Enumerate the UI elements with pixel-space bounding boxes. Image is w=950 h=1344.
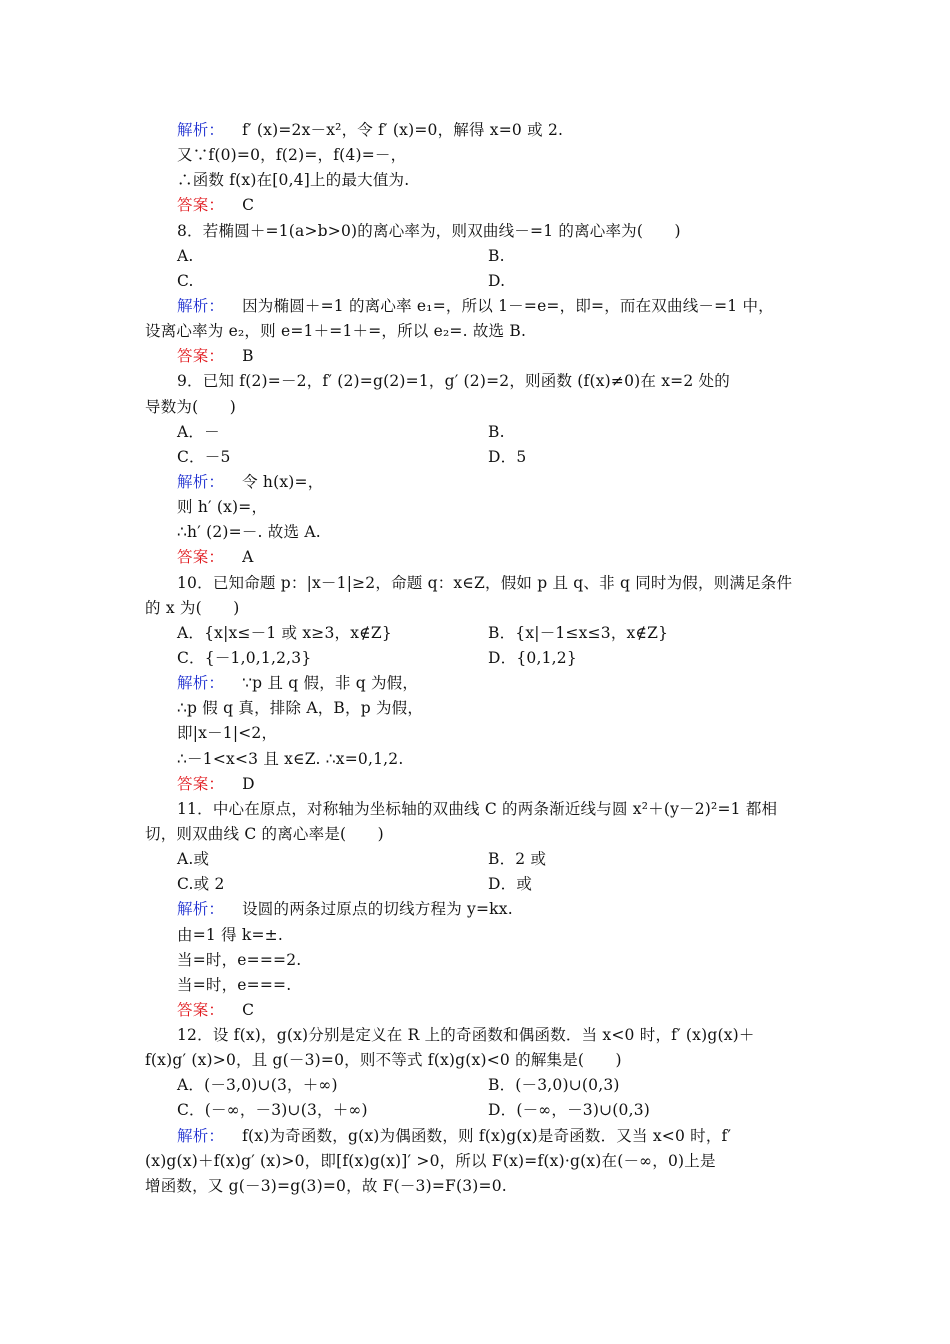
option-left: C．(－∞，－3)∪(3，＋∞): [177, 1101, 368, 1120]
text-line: [0, 319, 950, 344]
option-left: A．(－3,0)∪(3，＋∞): [177, 1076, 338, 1095]
text-line: [0, 897, 950, 922]
answer-label: 答案：: [177, 1000, 225, 1019]
text-line: [0, 219, 950, 244]
option-right: B.: [488, 246, 505, 265]
text-line: [0, 1048, 950, 1073]
document-page: [0, 118, 950, 1199]
answer-label: 答案：: [177, 548, 225, 567]
text-line: [0, 596, 950, 621]
line-text: 设圆的两条过原点的切线方程为 y=kx.: [242, 900, 513, 919]
text-line: [0, 118, 950, 143]
line-text: 设离心率为 e₂，则 e=1＋=1＋=，所以 e₂=. 故选 B.: [145, 322, 527, 341]
text-line: [0, 294, 950, 319]
option-left: A.或: [177, 850, 210, 869]
text-line: [0, 923, 950, 948]
line-text: 又∵f(0)=0，f(2)=，f(4)=－，: [177, 146, 407, 165]
answer-label: 答案：: [177, 347, 225, 366]
option-left: A.: [177, 246, 194, 265]
analysis-label: 解析：: [177, 121, 225, 139]
line-text: (x)g(x)＋f(x)g′ (x)>0，即[f(x)g(x)]′ >0，所以 F(x)=f(x)·g(x)在(－∞，0)上是: [145, 1151, 716, 1170]
text-line: [0, 571, 950, 596]
answer-value: B: [242, 347, 254, 366]
line-text: ∴h′ (2)=－. 故选 A.: [177, 523, 321, 542]
option-right: D．(－∞，－3)∪(0,3): [488, 1101, 651, 1120]
options-row: [0, 847, 950, 872]
text-line: [0, 797, 950, 822]
text-line: [0, 395, 950, 420]
text-line: [0, 168, 950, 193]
options-row: [0, 269, 950, 294]
text-line: [0, 344, 950, 369]
line-text: 的 x 为( ): [145, 598, 240, 617]
option-right: B.: [488, 422, 505, 441]
text-line: [0, 193, 950, 218]
answer-label: 答案：: [177, 196, 225, 215]
text-line: [0, 369, 950, 394]
line-text: 12．设 f(x)，g(x)分别是定义在 R 上的奇函数和偶函数．当 x<0 时，f′ (x)g(x)＋: [177, 1026, 755, 1045]
text-line: [0, 671, 950, 696]
line-text: 切，则双曲线 C 的离心率是( ): [145, 824, 384, 843]
line-text: 由=1 得 k=±.: [177, 925, 283, 944]
line-text: 增函数，又 g(－3)=g(3)=0，故 F(－3)=F(3)=0.: [145, 1176, 507, 1195]
line-text: 即|x－1|<2，: [177, 724, 278, 743]
line-text: ∵p 且 q 假，非 q 为假，: [242, 674, 419, 693]
text-line: [0, 1149, 950, 1174]
option-left: A．－: [177, 422, 220, 441]
option-right: D.: [488, 271, 506, 290]
text-line: [0, 495, 950, 520]
option-left: C．{－1,0,1,2,3}: [177, 648, 312, 667]
options-row: [0, 1073, 950, 1098]
text-line: [0, 470, 950, 495]
line-text: ∴p 假 q 真，排除 A，B，p 为假，: [177, 699, 424, 718]
text-line: [0, 143, 950, 168]
analysis-label: 解析：: [177, 296, 225, 315]
text-line: [0, 696, 950, 721]
analysis-label: 解析：: [177, 900, 225, 919]
options-row: [0, 621, 950, 646]
answer-label: 答案：: [177, 774, 225, 793]
options-row: [0, 420, 950, 445]
answer-value: D: [242, 774, 255, 793]
option-left: C．－5: [177, 447, 231, 466]
option-right: B．{x|－1≤x≤3，x∉Z}: [488, 623, 669, 642]
option-right: D．或: [488, 875, 533, 894]
text-line: [0, 1124, 950, 1149]
option-right: B．2 或: [488, 850, 547, 869]
option-left: A．{x|x≤－1 或 x≥3，x∉Z}: [177, 623, 392, 642]
options-row: [0, 1098, 950, 1123]
option-right: D．{0,1,2}: [488, 648, 577, 667]
line-text: 当=时，e===.: [177, 975, 292, 994]
option-right: D．5: [488, 447, 527, 466]
line-text: 8．若椭圆＋=1(a>b>0)的离心率为，则双曲线－=1 的离心率为( ): [177, 221, 681, 240]
options-row: [0, 445, 950, 470]
line-text: f′ (x)=2x－x²，令 f′ (x)=0，解得 x=0 或 2.: [242, 121, 564, 139]
line-text: 10．已知命题 p：|x－1|≥2，命题 q：x∈Z，假如 p 且 q、非 q 同时为假，则满足条件: [177, 573, 793, 592]
text-line: [0, 948, 950, 973]
line-text: f(x)g′ (x)>0，且 g(－3)=0，则不等式 f(x)g(x)<0 的解集是( ): [145, 1051, 622, 1070]
text-line: [0, 998, 950, 1023]
line-text: 令 h(x)=，: [242, 472, 324, 491]
options-row: [0, 646, 950, 671]
line-text: f(x)为奇函数，g(x)为偶函数，则 f(x)g(x)是奇函数．又当 x<0 时，f′: [242, 1126, 732, 1145]
line-text: 11．中心在原点，对称轴为坐标轴的双曲线 C 的两条渐近线与圆 x²＋(y－2)²=1 都相: [177, 799, 778, 818]
line-text: ∴函数 f(x)在[0,4]上的最大值为.: [177, 171, 410, 190]
analysis-label: 解析：: [177, 1126, 225, 1145]
line-text: 导数为( ): [145, 397, 236, 416]
text-line: [0, 772, 950, 797]
text-line: [0, 973, 950, 998]
text-line: [0, 1174, 950, 1199]
line-text: 因为椭圆＋=1 的离心率 e₁=，所以 1－=e=，即=，而在双曲线－=1 中，: [242, 296, 774, 315]
analysis-label: 解析：: [177, 674, 225, 693]
options-row: [0, 244, 950, 269]
text-line: [0, 545, 950, 570]
text-line: [0, 721, 950, 746]
analysis-label: 解析：: [177, 472, 225, 491]
line-text: ∴－1<x<3 且 x∈Z. ∴x=0,1,2.: [177, 749, 404, 768]
text-line: [0, 520, 950, 545]
option-left: C.或 2: [177, 875, 225, 894]
option-right: B．(－3,0)∪(0,3): [488, 1076, 620, 1095]
text-line: [0, 747, 950, 772]
text-line: [0, 1023, 950, 1048]
answer-value: A: [242, 548, 254, 567]
answer-value: C: [242, 1000, 255, 1019]
line-text: 当=时，e===2.: [177, 950, 302, 969]
line-text: 9．已知 f(2)=－2，f′ (2)=g(2)=1，g′ (2)=2，则函数 (f(x)≠0)在 x=2 处的: [177, 372, 730, 391]
answer-value: C: [242, 196, 255, 215]
text-line: [0, 822, 950, 847]
options-row: [0, 872, 950, 897]
option-left: C.: [177, 271, 194, 290]
line-text: 则 h′ (x)=，: [177, 498, 268, 517]
